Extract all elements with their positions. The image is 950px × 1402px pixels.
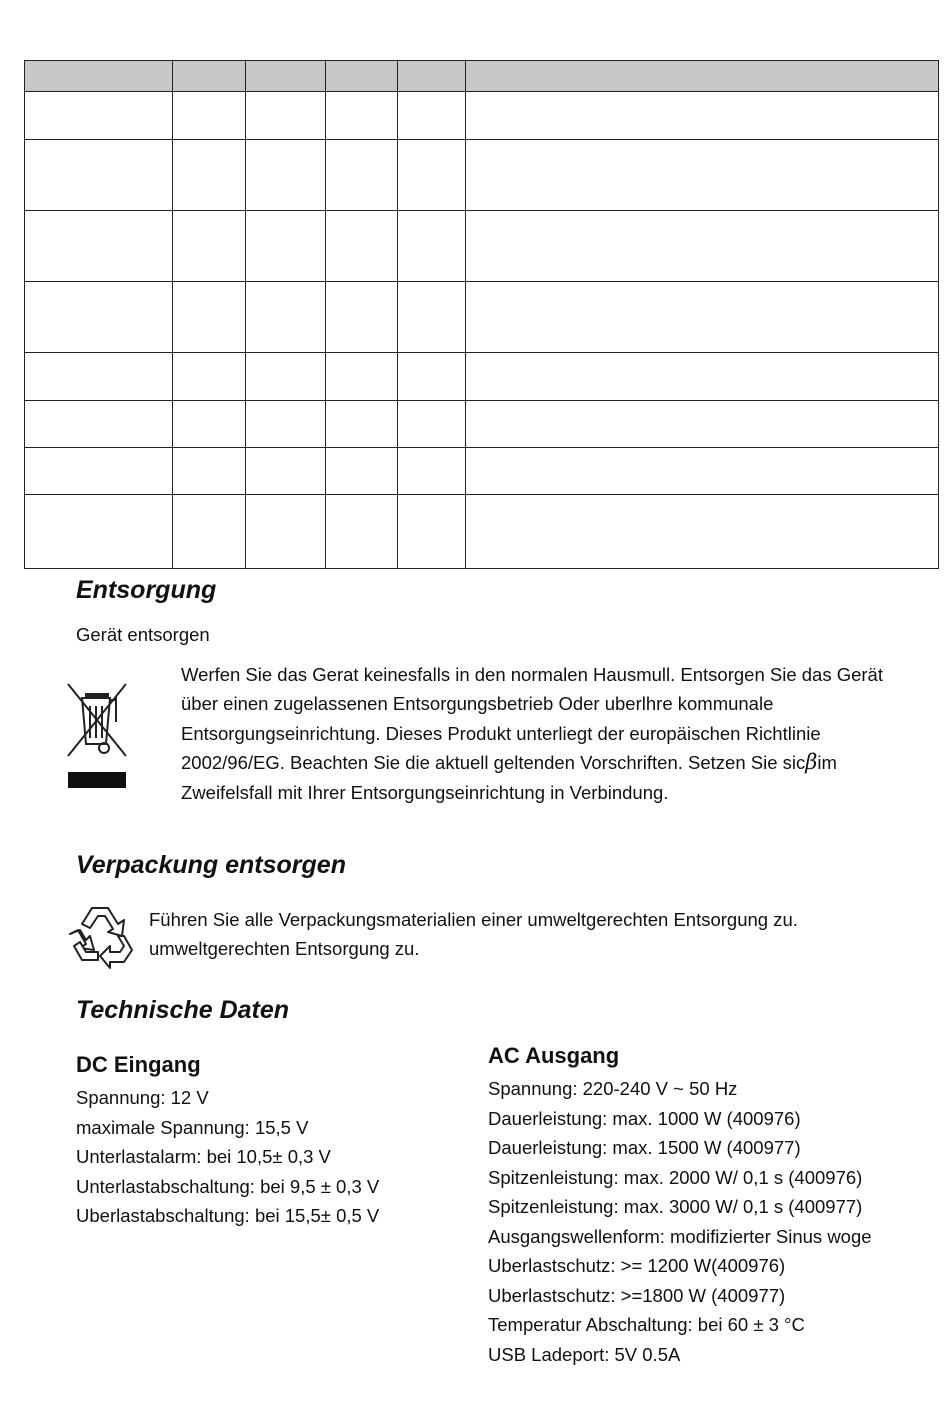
table-cell [173,495,246,569]
table-cell [466,401,939,448]
table-cell [466,140,939,211]
table-row [25,282,939,353]
dc-input-title: DC Eingang [76,1052,201,1077]
table-cell [173,448,246,495]
list-item: Uberlastschutz: >= 1200 W(400976) [488,1255,786,1276]
list-item: USB Ladeport: 5V 0.5A [488,1343,681,1365]
table-cell [398,92,466,140]
table-cell [173,211,246,282]
table-cell [326,495,398,569]
table-header-cell [25,61,173,92]
list-item: Temperatur Abschaltung: bei 60 ± 3 °C [488,1314,805,1335]
table-cell [326,282,398,353]
table-cell [246,92,326,140]
disposal-text [181,660,901,807]
table-header-cell [466,61,939,92]
list-item: Dauerleistung: max. 1500 W (400977) [488,1137,801,1158]
table-row [25,211,939,282]
beta-symbol: β [805,750,818,775]
ac-output-list [488,1074,872,1369]
list-item: Spannung: 220-240 V ~ 50 Hz [488,1078,738,1099]
dc-input-list [76,1083,379,1231]
table-cell [466,353,939,401]
list-item: Spitzenleistung: max. 3000 W/ 0,1 s (400977) [488,1196,863,1217]
list-item: Uberlastschutz: >=1800 W (400977) [488,1284,786,1306]
table-row [25,401,939,448]
table-cell [466,282,939,353]
disposal-text-part1: Werfen Sie das Gerat keinesfalls in den normalen Hausmull. Entsorgen Sie das Gerät über einen zugelassenen Entsorgungsbetrieb Oder uberlhre kommunale Entsorgungseinrichtung. Dieses Produkt unterliegt der europäischen Richtlinie 2002/96/EG. Beachten Sie die aktuell geltenden Vorschriften. Setzen Sie sic [181,664,883,774]
table-header-cell [398,61,466,92]
table-cell [246,353,326,401]
ac-output-title: AC Ausgang [488,1043,620,1068]
table-row [25,495,939,569]
table-cell [173,92,246,140]
packaging-heading: Verpackung entsorgen [76,851,346,879]
table-row [25,140,939,211]
table-cell [25,495,173,569]
table-cell [466,92,939,140]
table-cell [173,140,246,211]
table-cell [326,448,398,495]
table-cell [25,448,173,495]
table-header-row [25,61,939,92]
table-cell [398,353,466,401]
list-item: Uberlastabschaltung: bei 15,5± 0,5 V [76,1205,380,1226]
table-cell [25,140,173,211]
disposal-subheading: Gerät entsorgen [76,624,210,645]
table-cell [326,353,398,401]
table-cell [398,140,466,211]
table-header-cell [326,61,398,92]
table-row [25,92,939,140]
table-cell [398,448,466,495]
table-cell [326,211,398,282]
table-cell [25,353,173,401]
table-cell [466,448,939,495]
list-item: Ausgangswellenform: modifizierter Sinus woge [488,1225,872,1247]
table-cell [398,401,466,448]
table-cell [173,401,246,448]
list-item: maximale Spannung: 15,5 V [76,1116,309,1138]
table-cell [173,282,246,353]
disposal-text-part2: im Zweifelsfall mit Ihrer Entsorgungseinrichtung in Verbindung. [181,752,837,803]
technical-heading: Technische Daten [76,996,290,1024]
table-header-cell [173,61,246,92]
empty-table [24,60,939,569]
table-cell [25,211,173,282]
recycling-icon [68,902,138,970]
table-cell [326,92,398,140]
list-item: Spitzenleistung: max. 2000 W/ 0,1 s (400976) [488,1166,863,1188]
list-item: Spannung: 12 V [76,1087,209,1108]
table-row [25,353,939,401]
table-cell [25,282,173,353]
table-cell [246,211,326,282]
list-item: Dauerleistung: max. 1000 W (400976) [488,1107,801,1129]
table-cell [466,495,939,569]
table-cell [246,140,326,211]
table-cell [398,495,466,569]
table-cell [173,353,246,401]
table-header-cell [246,61,326,92]
crossed-out-wheelie-bin-icon [64,680,130,792]
table-cell [246,495,326,569]
table-cell [25,92,173,140]
table-cell [326,401,398,448]
table-cell [246,282,326,353]
table-cell [398,282,466,353]
table-cell [326,140,398,211]
disposal-heading: Entsorgung [76,576,217,604]
table-cell [25,401,173,448]
list-item: Unterlastalarm: bei 10,5± 0,3 V [76,1146,331,1167]
packaging-text: Führen Sie alle Verpackungsmaterialien einer umweltgerechten Entsorgung zu. umweltgerechten Entsorgung zu. [149,909,798,960]
table-row [25,448,939,495]
table-cell [466,211,939,282]
table-cell [398,211,466,282]
table-cell [246,401,326,448]
list-item: Unterlastabschaltung: bei 9,5 ± 0,3 V [76,1175,380,1197]
table-cell [246,448,326,495]
